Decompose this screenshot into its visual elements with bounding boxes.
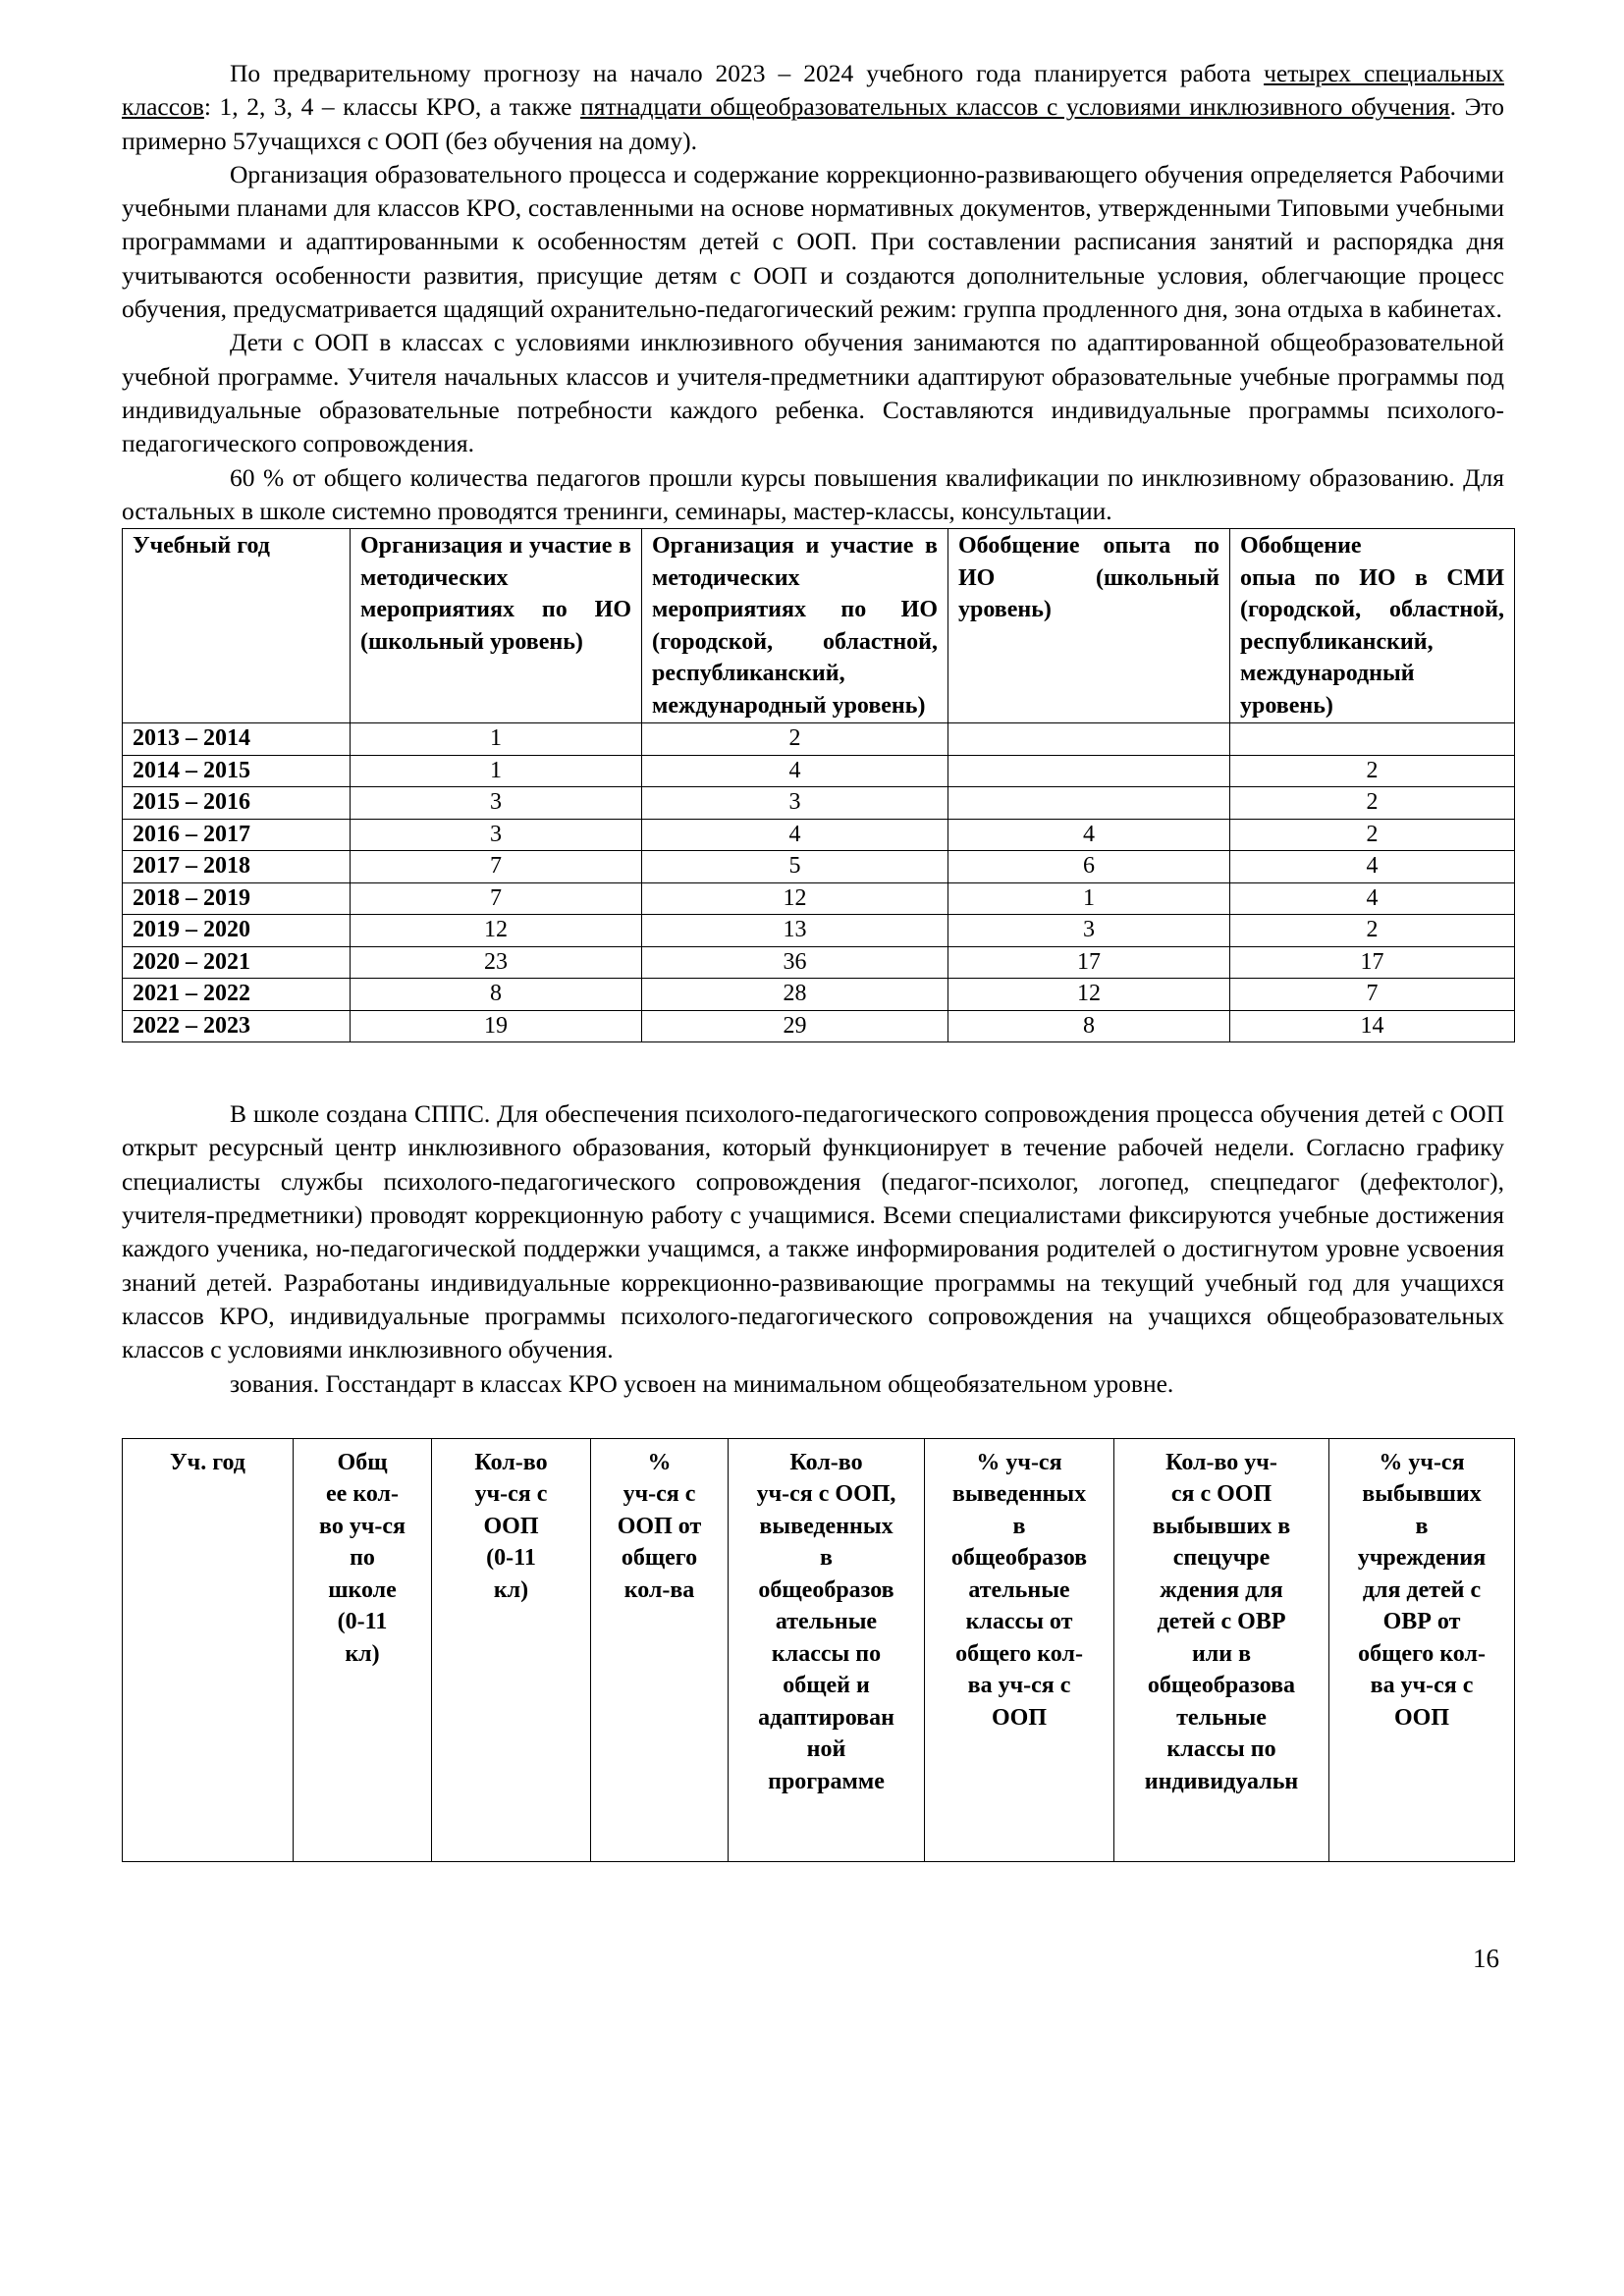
header-line: ООП от bbox=[617, 1513, 702, 1539]
table-cell: 2 bbox=[1230, 915, 1515, 947]
header-line: ее кол- bbox=[326, 1481, 399, 1508]
students-statistics-table bbox=[122, 1438, 1515, 1862]
header-line: общего bbox=[621, 1545, 698, 1572]
header-line: общеобразова bbox=[1147, 1673, 1296, 1699]
paragraph-support-service: В школе создана СППС. Для обеспечения психолого-педагогического сопровождения процесса обучения детей с ООП открыт ресурсный центр инклюзивного образования, который функционирует в течение рабочей недели. Согласно графику специалисты службы психолого-педагогического сопровождения (педагог-психолог, логопед, спецпедагог (дефектолог), учителя-предметники) проводят коррекционную работу с учащимися. Всеми специалистами фиксируются учебные достижения каждого ученика, но-педагогической поддержки учащимся, а также информирования родителей о достигнутом уровне усвоения знаний детей. Разработаны индивидуальные коррекционно-развивающие программы на текущий учебный год для учащихся классов КРО, индивидуальные программы психолого-педагогического сопровождения на учащихся общеобразовательных классов с условиями инклюзивного обучения. bbox=[122, 1099, 1504, 1364]
table-cell: 2022 – 2023 bbox=[123, 1010, 351, 1042]
column-header bbox=[1114, 1438, 1329, 1861]
header-line: ся с ООП bbox=[1170, 1481, 1272, 1508]
header-line: (0-11 bbox=[486, 1545, 536, 1572]
page-content bbox=[122, 57, 1504, 1862]
header-line: общего кол- bbox=[955, 1640, 1083, 1667]
header-line: классы по bbox=[1166, 1736, 1276, 1763]
table-row bbox=[123, 915, 1515, 947]
table-cell: 6 bbox=[948, 851, 1230, 883]
header-line: адаптирован bbox=[758, 1704, 894, 1731]
column-header: Обобщение опыта по ИО (школьный уровень) bbox=[948, 529, 1230, 723]
table-cell: 2 bbox=[1230, 819, 1515, 851]
table-cell: 1 bbox=[948, 882, 1230, 915]
header-line: Обобщение bbox=[1240, 533, 1362, 560]
header-line: кл) bbox=[493, 1576, 529, 1603]
table-cell bbox=[948, 723, 1230, 756]
header-line: общеобразов bbox=[758, 1576, 894, 1603]
header-line: учреждения bbox=[1357, 1545, 1487, 1572]
header-line: % уч-ся bbox=[1379, 1449, 1465, 1475]
header-line: ОВР от bbox=[1382, 1609, 1461, 1635]
header-line: ООП bbox=[991, 1704, 1047, 1731]
table-cell: 2014 – 2015 bbox=[123, 755, 351, 787]
text-run: : 1, 2, 3, 4 – классы КРО, а также bbox=[203, 92, 581, 122]
header-line: (0-11 bbox=[337, 1609, 388, 1635]
header-line: ва уч-ся с bbox=[1370, 1673, 1474, 1699]
column-header bbox=[925, 1438, 1114, 1861]
header-line: ательные bbox=[775, 1609, 878, 1635]
paragraph-forecast bbox=[122, 57, 1504, 158]
header-line: уч-ся с bbox=[623, 1481, 696, 1508]
table-cell: 2016 – 2017 bbox=[123, 819, 351, 851]
table-header-row bbox=[123, 529, 1515, 723]
table-cell: 8 bbox=[948, 1010, 1230, 1042]
table-row bbox=[123, 979, 1515, 1011]
header-line: Кол-во bbox=[789, 1449, 863, 1475]
table-cell: 17 bbox=[1230, 946, 1515, 979]
header-line: для детей с bbox=[1362, 1576, 1482, 1603]
table-cell: 7 bbox=[351, 851, 642, 883]
table-row bbox=[123, 755, 1515, 787]
table-cell: 4 bbox=[642, 819, 948, 851]
table-cell: 7 bbox=[351, 882, 642, 915]
table-cell: 4 bbox=[1230, 882, 1515, 915]
header-line: Кол-во bbox=[474, 1449, 548, 1475]
header-line: детей с ОВР bbox=[1157, 1609, 1286, 1635]
table-row bbox=[123, 946, 1515, 979]
table-cell: 2015 – 2016 bbox=[123, 787, 351, 820]
table-cell: 2013 – 2014 bbox=[123, 723, 351, 756]
header-line: общего кол- bbox=[1358, 1640, 1486, 1667]
header-line: ООП bbox=[1393, 1704, 1449, 1731]
table-header-row bbox=[123, 1438, 1515, 1861]
table-cell: 2021 – 2022 bbox=[123, 979, 351, 1011]
table-row bbox=[123, 787, 1515, 820]
table-cell: 12 bbox=[351, 915, 642, 947]
table-cell: 2 bbox=[1230, 755, 1515, 787]
header-line: общей и bbox=[783, 1673, 870, 1699]
text-run: . Это примерно 57учащихся с ООП (без обучения на дому). bbox=[122, 92, 1504, 155]
table-row bbox=[123, 723, 1515, 756]
column-header: Учебный год bbox=[123, 529, 351, 723]
table-cell: 4 bbox=[642, 755, 948, 787]
column-header bbox=[123, 1438, 294, 1861]
table-cell: 2 bbox=[1230, 787, 1515, 820]
table-cell: 1 bbox=[351, 755, 642, 787]
table-cell: 3 bbox=[642, 787, 948, 820]
header-line: индивидуальн bbox=[1144, 1768, 1299, 1794]
table-cell: 8 bbox=[351, 979, 642, 1011]
column-header bbox=[1230, 529, 1515, 723]
table-cell: 2018 – 2019 bbox=[123, 882, 351, 915]
column-header: Организация и участие в методических мероприятиях по ИО (городской, областной, республиканский, международный уровень) bbox=[642, 529, 948, 723]
header-line: Уч. год bbox=[170, 1449, 245, 1475]
table-cell: 29 bbox=[642, 1010, 948, 1042]
table-row bbox=[123, 819, 1515, 851]
table-cell: 3 bbox=[351, 787, 642, 820]
paragraph-teacher-training: 60 % от общего количества педагогов прошли курсы повышения квалификации по инклюзивному образованию. Для остальных в школе системно проводятся тренинги, семинары, мастер-классы, консультации. bbox=[122, 462, 1504, 525]
header-line: во уч-ся bbox=[319, 1513, 406, 1539]
header-line: общеобразов bbox=[950, 1545, 1088, 1572]
header-line: уч-ся с bbox=[474, 1481, 548, 1508]
header-line: Кол-во уч- bbox=[1165, 1449, 1277, 1475]
header-line: по bbox=[350, 1545, 375, 1572]
table-cell bbox=[948, 787, 1230, 820]
spacer bbox=[122, 1401, 1504, 1438]
table-cell: 36 bbox=[642, 946, 948, 979]
header-line: уч-ся с ООП, bbox=[756, 1481, 896, 1508]
table-cell: 17 bbox=[948, 946, 1230, 979]
header-line: Общ bbox=[337, 1449, 388, 1475]
table-cell: 4 bbox=[948, 819, 1230, 851]
table-row bbox=[123, 851, 1515, 883]
table-cell: 2 bbox=[642, 723, 948, 756]
header-line: в bbox=[1012, 1513, 1026, 1539]
column-header bbox=[729, 1438, 925, 1861]
underlined-text: пятнадцати общеобразовательных классов с условиями инклюзивного обучения bbox=[580, 92, 1450, 122]
column-header: Организация и участие в методических мероприятиях по ИО (школьный уровень) bbox=[351, 529, 642, 723]
methodical-events-table bbox=[122, 528, 1515, 1042]
table-cell: 7 bbox=[1230, 979, 1515, 1011]
header-line: программе bbox=[768, 1768, 885, 1794]
paragraph-organization: Организация образовательного процесса и содержание коррекционно-развивающего обучения определяется Рабочими учебными планами для классов КРО, составленными на основе нормативных документов, утвержденными Типовыми учебными программами и адаптированными к особенностям детей с ООП. При составлении расписания занятий и распорядка дня учитываются особенности развития, присущие детям с ООП и создаются дополнительные условия, облегчающие процесс обучения, предусматривается щадящий охранительно-педагогический режим: группа продленного дня, зона отдыха в кабинетах. bbox=[122, 159, 1504, 324]
table-cell: 19 bbox=[351, 1010, 642, 1042]
header-line: % bbox=[647, 1449, 672, 1475]
table-cell: 12 bbox=[642, 882, 948, 915]
table-cell: 5 bbox=[642, 851, 948, 883]
table-cell: 1 bbox=[351, 723, 642, 756]
header-line: кл) bbox=[345, 1640, 380, 1667]
header-line: тельные bbox=[1176, 1704, 1267, 1731]
table-cell: 23 bbox=[351, 946, 642, 979]
header-line: выведенных bbox=[951, 1481, 1087, 1508]
header-line: в bbox=[820, 1545, 833, 1572]
table-cell: 2017 – 2018 bbox=[123, 851, 351, 883]
table-cell bbox=[948, 755, 1230, 787]
table-cell: 4 bbox=[1230, 851, 1515, 883]
table-cell: 3 bbox=[948, 915, 1230, 947]
paragraph-state-standard: зования. Госстандарт в классах КРО усвоен на минимальном общеобязательном уровне. bbox=[230, 1368, 1174, 1398]
column-header bbox=[591, 1438, 729, 1861]
spacer bbox=[122, 1042, 1504, 1097]
header-line: классы от bbox=[965, 1609, 1073, 1635]
table-cell: 14 bbox=[1230, 1010, 1515, 1042]
table-row bbox=[123, 882, 1515, 915]
header-line: в bbox=[1415, 1513, 1429, 1539]
header-line: выведенных bbox=[759, 1513, 893, 1539]
header-line: или в bbox=[1191, 1640, 1252, 1667]
header-line: ждения для bbox=[1160, 1576, 1283, 1603]
header-line: ательные bbox=[968, 1576, 1070, 1603]
table-cell: 12 bbox=[948, 979, 1230, 1011]
table-cell: 2019 – 2020 bbox=[123, 915, 351, 947]
column-header bbox=[1329, 1438, 1515, 1861]
header-line: выбывших в bbox=[1152, 1513, 1291, 1539]
header-line: ООП bbox=[483, 1513, 539, 1539]
header-line: школе bbox=[328, 1576, 397, 1603]
table-cell: 28 bbox=[642, 979, 948, 1011]
paragraph-adapted-program: Дети с ООП в классах с условиями инклюзивного обучения занимаются по адаптированной общеобразовательной учебной программе. Учителя начальных классов и учителя-предметники адаптируют образовательные учебные программы под индивидуальные образовательные потребности каждого ребенка. Составляются индивидуальные программы психолого-педагогического сопровождения. bbox=[122, 328, 1504, 458]
header-line: ва уч-ся с bbox=[967, 1673, 1071, 1699]
header-line: ной bbox=[806, 1736, 846, 1763]
table-cell: 3 bbox=[351, 819, 642, 851]
column-header bbox=[432, 1438, 591, 1861]
header-line: % уч-ся bbox=[976, 1449, 1062, 1475]
table-cell bbox=[1230, 723, 1515, 756]
header-line: выбывших bbox=[1362, 1481, 1482, 1508]
header-line: кол-ва bbox=[623, 1576, 695, 1603]
text-run: По предварительному прогнозу на начало 2023 – 2024 учебного года планируется работа bbox=[230, 59, 1265, 87]
header-line: спецучре bbox=[1172, 1545, 1271, 1572]
table-cell: 13 bbox=[642, 915, 948, 947]
table-cell: 2020 – 2021 bbox=[123, 946, 351, 979]
header-line: опыа по ИО в СМИ (городской, областной, республиканский, международный уровень) bbox=[1240, 564, 1504, 719]
column-header bbox=[294, 1438, 432, 1861]
page-number: 16 bbox=[1473, 1944, 1499, 1973]
header-line: классы по bbox=[771, 1640, 882, 1667]
table-row bbox=[123, 1010, 1515, 1042]
underlined-text: четырех специальных классов bbox=[122, 59, 1505, 122]
